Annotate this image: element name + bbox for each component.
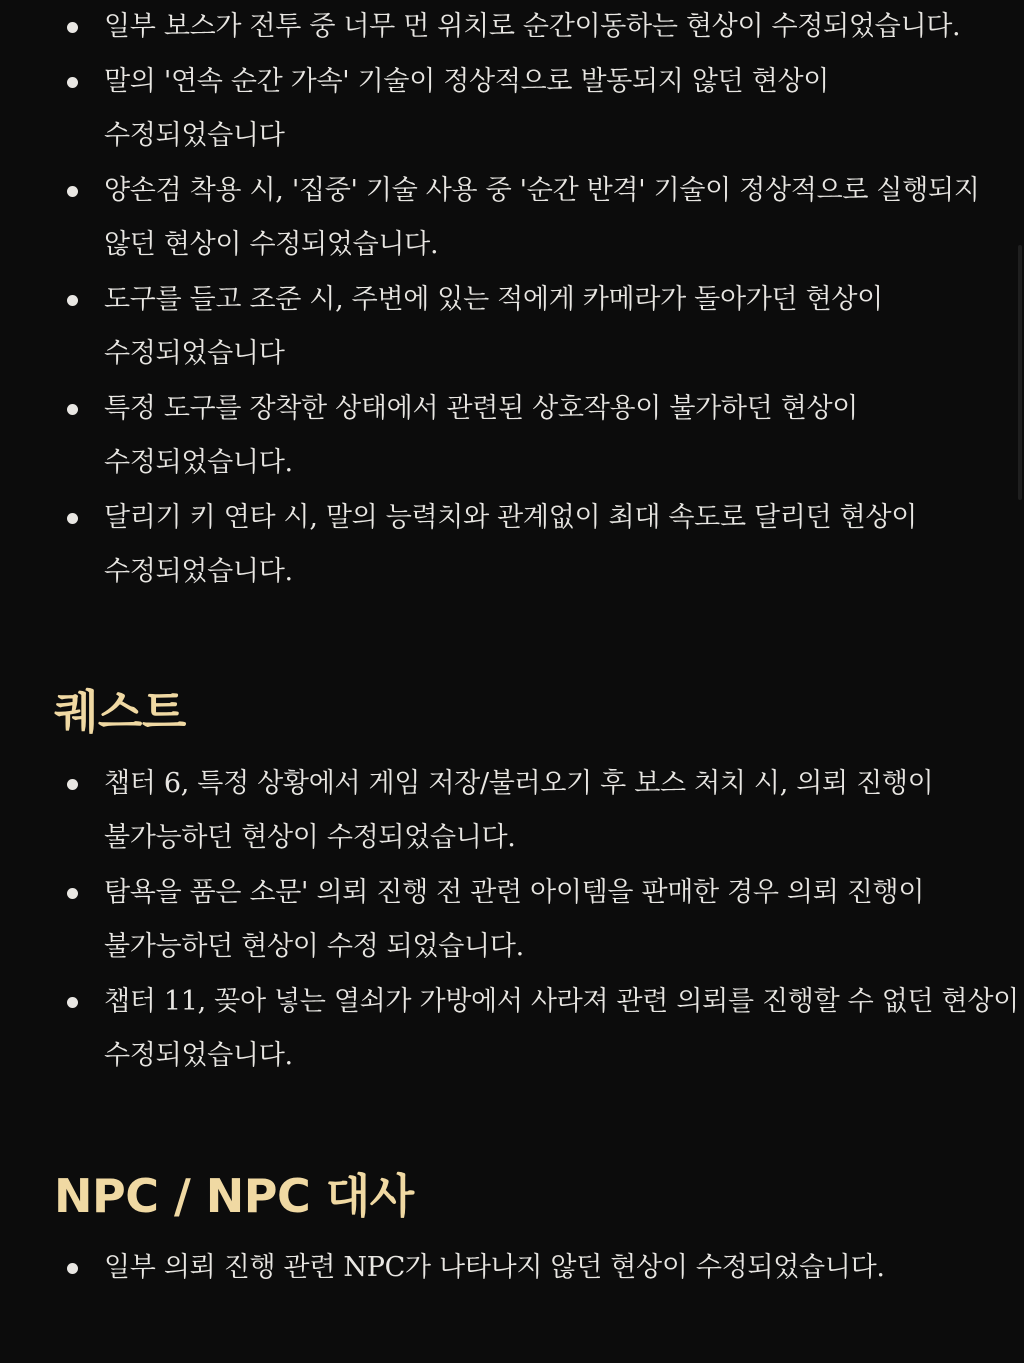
bug-fix-list bbox=[0, 0, 1024, 600]
list-item-line: 챕터 11, 꽂아 넣는 열쇠가 가방에서 사라져 관련 의뢰를 진행할 수 없던 현상이 bbox=[104, 985, 1019, 1017]
list-item bbox=[0, 975, 1024, 1084]
list-item bbox=[0, 491, 1024, 600]
list-item bbox=[0, 164, 1024, 273]
list-item-line: 수정되었습니다. bbox=[104, 447, 293, 478]
npc-fix-list bbox=[0, 1241, 1024, 1296]
list-item bbox=[0, 382, 1024, 491]
list-item-line: 말의 '연속 순간 가속' 기술이 정상적으로 발동되지 않던 현상이 bbox=[104, 65, 830, 97]
list-item-line: 불가능하던 현상이 수정되었습니다. bbox=[104, 822, 516, 853]
list-item-line: 양손검 착용 시, '집중' 기술 사용 중 '순간 반격' 기술이 정상적으로 실행되지 bbox=[104, 174, 980, 206]
quest-section-heading: 퀘스트 bbox=[54, 684, 186, 739]
list-item bbox=[0, 1241, 1024, 1296]
scrollbar[interactable] bbox=[1016, 245, 1024, 500]
list-item bbox=[0, 0, 1024, 55]
list-item bbox=[0, 757, 1024, 866]
list-item-line: 수정되었습니다. bbox=[104, 1040, 293, 1071]
list-item bbox=[0, 55, 1024, 164]
list-item-line: 달리기 키 연타 시, 말의 능력치와 관계없이 최대 속도로 달리던 현상이 bbox=[104, 501, 918, 533]
list-item-line: 특정 도구를 장착한 상태에서 관련된 상호작용이 불가하던 현상이 bbox=[104, 392, 859, 424]
list-item bbox=[0, 866, 1024, 975]
npc-section-heading: NPC / NPC 대사 bbox=[54, 1168, 414, 1223]
list-item-line: 불가능하던 현상이 수정 되었습니다. bbox=[104, 931, 524, 962]
list-item-line: 탐욕을 품은 소문' 의뢰 진행 전 관련 아이템을 판매한 경우 의뢰 진행이 bbox=[104, 876, 925, 908]
scrollbar-thumb[interactable] bbox=[1018, 245, 1022, 500]
list-item-line: 챕터 6, 특정 상황에서 게임 저장/불러오기 후 보스 처치 시, 의뢰 진행이 bbox=[104, 767, 934, 799]
list-item-line: 수정되었습니다 bbox=[104, 338, 285, 369]
list-item-line: 도구를 들고 조준 시, 주변에 있는 적에게 카메라가 돌아가던 현상이 bbox=[104, 283, 883, 315]
quest-fix-list bbox=[0, 757, 1024, 1084]
list-item-line: 않던 현상이 수정되었습니다. bbox=[104, 229, 439, 260]
list-item-line: 일부 보스가 전투 중 너무 먼 위치로 순간이동하는 현상이 수정되었습니다. bbox=[104, 11, 961, 42]
list-item-line: 수정되었습니다 bbox=[104, 120, 285, 151]
list-item-line: 일부 의뢰 진행 관련 NPC가 나타나지 않던 현상이 수정되었습니다. bbox=[104, 1251, 885, 1283]
list-item-line: 수정되었습니다. bbox=[104, 556, 293, 587]
list-item bbox=[0, 273, 1024, 382]
